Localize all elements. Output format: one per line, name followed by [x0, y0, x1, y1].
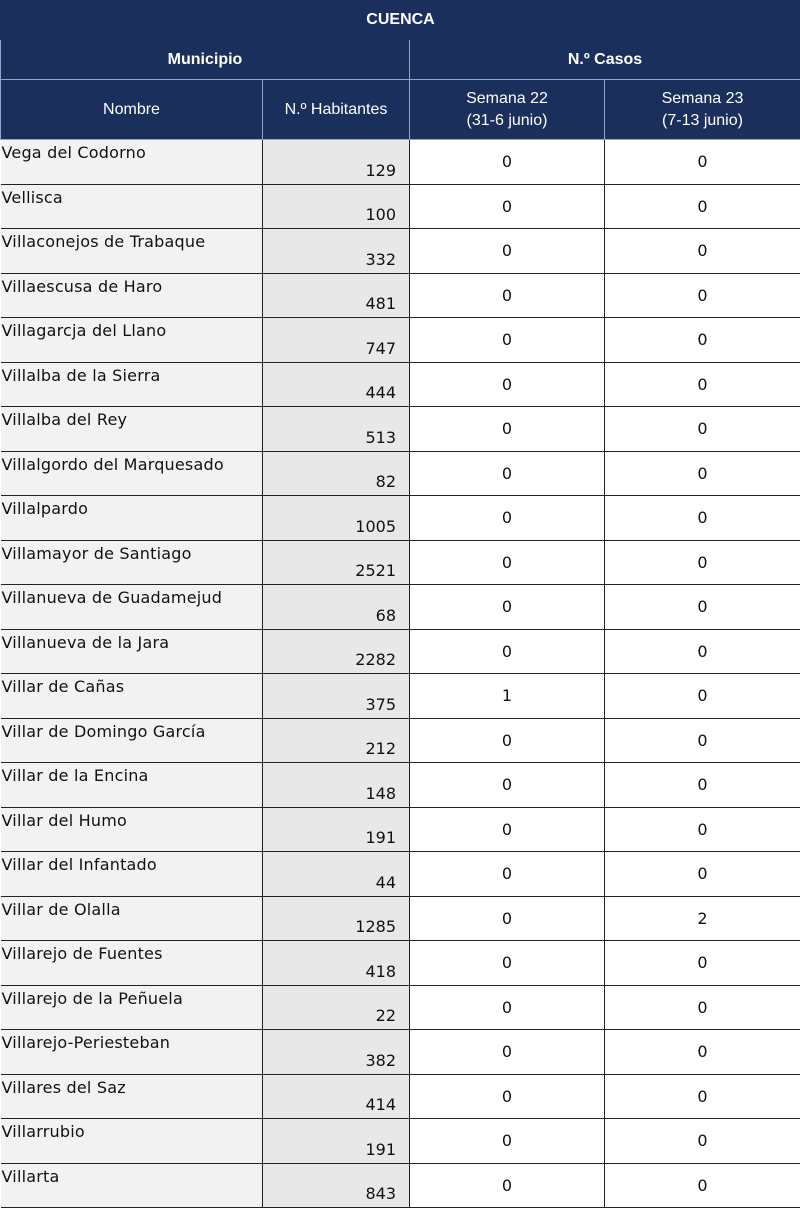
semana22-cases: 0: [410, 496, 605, 541]
semana22-cases: 0: [410, 362, 605, 407]
semana22-range: (31-6 junio): [411, 110, 603, 132]
column-header-semana22: [410, 80, 605, 140]
habitantes-value: 212: [263, 718, 410, 763]
semana22-cases: 0: [410, 1030, 605, 1075]
table-row: [1, 852, 800, 897]
semana23-cases: 0: [605, 496, 800, 541]
habitantes-value: 129: [263, 140, 410, 185]
habitantes-value: 68: [263, 585, 410, 630]
habitantes-value: 82: [263, 451, 410, 496]
semana23-cases: 0: [605, 407, 800, 452]
habitantes-value: 2282: [263, 629, 410, 674]
semana22-cases: 0: [410, 718, 605, 763]
habitantes-value: 100: [263, 184, 410, 229]
habitantes-value: 382: [263, 1030, 410, 1075]
semana23-cases: 0: [605, 674, 800, 719]
municipio-name: Villares del Saz: [1, 1074, 263, 1119]
semana22-cases: 0: [410, 629, 605, 674]
semana22-cases: 0: [410, 540, 605, 585]
table-row: [1, 941, 800, 986]
semana23-cases: 0: [605, 1163, 800, 1208]
habitantes-value: 414: [263, 1074, 410, 1119]
column-header-habitantes: N.º Habitantes: [263, 80, 410, 140]
semana22-cases: 0: [410, 1119, 605, 1164]
semana23-cases: 2: [605, 896, 800, 941]
table-row: [1, 1074, 800, 1119]
municipio-name: Villalpardo: [1, 496, 263, 541]
semana22-cases: 0: [410, 852, 605, 897]
semana22-cases: 0: [410, 318, 605, 363]
municipio-name: Villarrubio: [1, 1119, 263, 1164]
municipio-name: Villar del Humo: [1, 807, 263, 852]
semana22-cases: 0: [410, 184, 605, 229]
table-row: [1, 496, 800, 541]
semana23-cases: 0: [605, 1074, 800, 1119]
semana22-cases: 0: [410, 140, 605, 185]
group-header-casos: N.º Casos: [410, 40, 800, 80]
municipio-name: Vega del Codorno: [1, 140, 263, 185]
semana23-cases: 0: [605, 184, 800, 229]
semana22-cases: 0: [410, 763, 605, 808]
habitantes-value: 191: [263, 807, 410, 852]
municipio-name: Villar de la Encina: [1, 763, 263, 808]
municipio-name: Villalba del Rey: [1, 407, 263, 452]
semana23-cases: 0: [605, 718, 800, 763]
semana22-cases: 0: [410, 1074, 605, 1119]
habitantes-value: 843: [263, 1163, 410, 1208]
table-row: [1, 273, 800, 318]
table-row: [1, 1163, 800, 1208]
table-row: [1, 896, 800, 941]
table-row: [1, 318, 800, 363]
semana23-cases: 0: [605, 140, 800, 185]
semana22-cases: 1: [410, 674, 605, 719]
table-row: [1, 585, 800, 630]
semana23-cases: 0: [605, 273, 800, 318]
habitantes-value: 1005: [263, 496, 410, 541]
habitantes-value: 22: [263, 985, 410, 1030]
municipio-name: Villanueva de la Jara: [1, 629, 263, 674]
table-row: [1, 1030, 800, 1075]
semana23-cases: 0: [605, 540, 800, 585]
semana23-cases: 0: [605, 1119, 800, 1164]
municipio-name: Villalba de la Sierra: [1, 362, 263, 407]
semana22-cases: 0: [410, 273, 605, 318]
table-row: [1, 718, 800, 763]
semana23-cases: 0: [605, 852, 800, 897]
column-header-nombre: Nombre: [1, 80, 263, 140]
table-row: [1, 362, 800, 407]
table-row: [1, 1119, 800, 1164]
table-row: [1, 985, 800, 1030]
municipio-name: Villarejo-Periesteban: [1, 1030, 263, 1075]
municipio-name: Villarejo de Fuentes: [1, 941, 263, 986]
semana22-cases: 0: [410, 451, 605, 496]
semana23-cases: 0: [605, 1030, 800, 1075]
municipio-name: Villar de Cañas: [1, 674, 263, 719]
table-row: [1, 407, 800, 452]
semana23-cases: 0: [605, 985, 800, 1030]
group-header-municipio: Municipio: [1, 40, 410, 80]
semana22-cases: 0: [410, 896, 605, 941]
semana23-range: (7-13 junio): [606, 110, 799, 132]
municipio-name: Villanueva de Guadamejud: [1, 585, 263, 630]
table-row: [1, 184, 800, 229]
municipio-name: Vellisca: [1, 184, 263, 229]
semana23-cases: 0: [605, 807, 800, 852]
municipio-name: Villarta: [1, 1163, 263, 1208]
municipio-name: Villar de Olalla: [1, 896, 263, 941]
semana23-cases: 0: [605, 585, 800, 630]
table-row: [1, 763, 800, 808]
habitantes-value: 513: [263, 407, 410, 452]
table-row: [1, 629, 800, 674]
semana23-cases: 0: [605, 941, 800, 986]
semana22-cases: 0: [410, 407, 605, 452]
municipio-name: Villar de Domingo García: [1, 718, 263, 763]
table-row: [1, 807, 800, 852]
municipio-name: Villarejo de la Peñuela: [1, 985, 263, 1030]
habitantes-value: 444: [263, 362, 410, 407]
semana22-cases: 0: [410, 229, 605, 274]
semana23-cases: 0: [605, 763, 800, 808]
table-row: [1, 140, 800, 185]
semana23-cases: 0: [605, 318, 800, 363]
semana23-cases: 0: [605, 362, 800, 407]
semana22-label: Semana 22: [411, 88, 603, 110]
semana22-cases: 0: [410, 985, 605, 1030]
habitantes-value: 2521: [263, 540, 410, 585]
habitantes-value: 191: [263, 1119, 410, 1164]
habitantes-value: 332: [263, 229, 410, 274]
municipio-name: Villaconejos de Trabaque: [1, 229, 263, 274]
municipio-name: Villamayor de Santiago: [1, 540, 263, 585]
semana22-cases: 0: [410, 807, 605, 852]
semana23-label: Semana 23: [606, 88, 799, 110]
municipio-name: Villagarcјa del Llano: [1, 318, 263, 363]
table-row: [1, 540, 800, 585]
habitantes-value: 481: [263, 273, 410, 318]
habitantes-value: 418: [263, 941, 410, 986]
semana23-cases: 0: [605, 451, 800, 496]
habitantes-value: 1285: [263, 896, 410, 941]
semana22-cases: 0: [410, 585, 605, 630]
semana23-cases: 0: [605, 229, 800, 274]
municipio-name: Villalgordo del Marquesado: [1, 451, 263, 496]
table-row: [1, 451, 800, 496]
semana22-cases: 0: [410, 941, 605, 986]
municipio-name: Villar del Infantado: [1, 852, 263, 897]
table-row: [1, 674, 800, 719]
table-row: [1, 229, 800, 274]
table-title: CUENCA: [1, 1, 800, 40]
municipio-name: Villaescusa de Haro: [1, 273, 263, 318]
column-header-semana23: [605, 80, 800, 140]
semana22-cases: 0: [410, 1163, 605, 1208]
habitantes-value: 747: [263, 318, 410, 363]
habitantes-value: 375: [263, 674, 410, 719]
habitantes-value: 148: [263, 763, 410, 808]
habitantes-value: 44: [263, 852, 410, 897]
semana23-cases: 0: [605, 629, 800, 674]
